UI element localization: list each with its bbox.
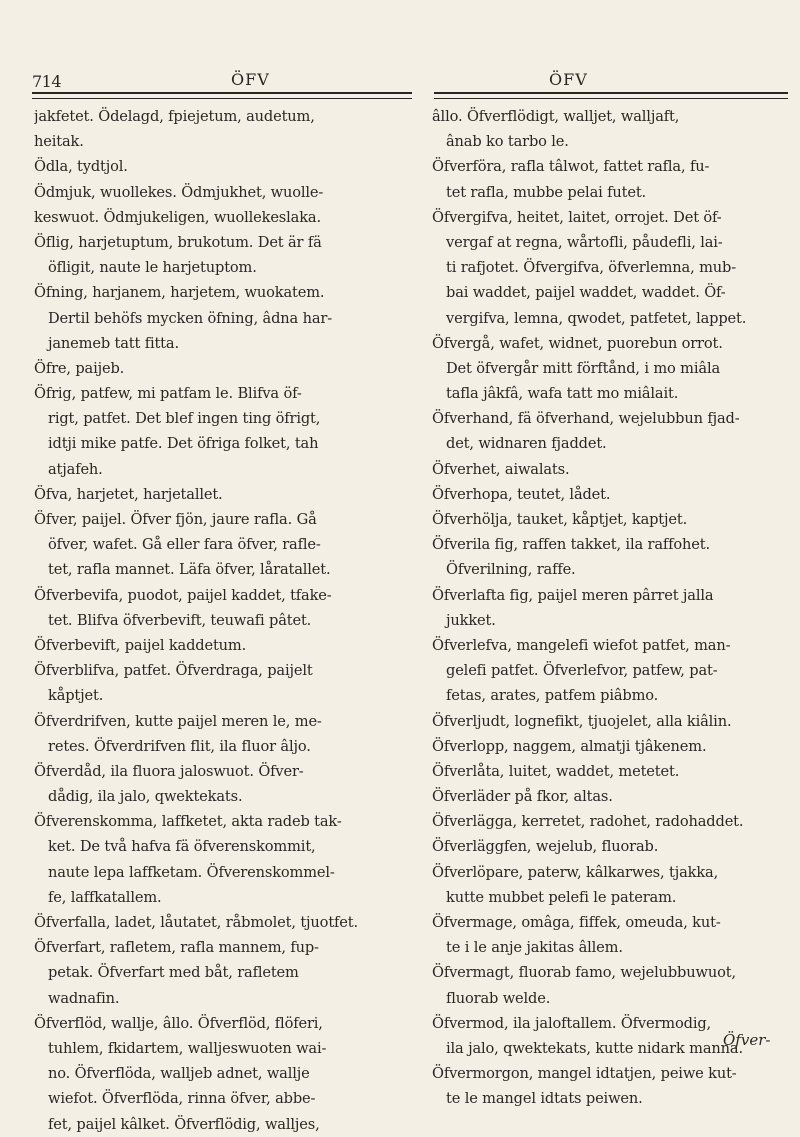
entry-line: Öfver, paijel. Öfver fjön, jaure rafla. Gå: [34, 511, 317, 528]
entry-line: Öfvermorgon, mangel idtatjen, peiwe kut-: [432, 1065, 737, 1083]
entry-line: kutte mubbet pelefi le pateram.: [446, 888, 677, 906]
entry-line: fluorab welde.: [446, 989, 551, 1007]
entry-line: Dertil behöfs mycken öfning, âdna har-: [48, 309, 332, 327]
entry-line: Öfverbevift, paijel kaddetum.: [34, 636, 247, 654]
left-column: [34, 104, 402, 1137]
entry-line: Ödla, tydtjol.: [34, 158, 128, 176]
entry-line: Öfverfart, rafletem, rafla mannem, fup-: [34, 939, 319, 957]
entry-line: Öfverhölja, tauket, kåptjet, kaptjet.: [432, 511, 688, 528]
entry-line: det, widnaren fjaddet.: [446, 435, 607, 453]
entry-line: Öfverljudt, lognefikt, tjuojelet, alla kiâlin.: [432, 712, 732, 730]
entry-line: keswuot. Ödmjukeligen, wuollekeslaka.: [34, 208, 321, 226]
entry-line: ânab ko tarbo le.: [446, 133, 569, 151]
entry-line: wadnafin.: [48, 989, 120, 1007]
entry-line: fe, laffkatallem.: [48, 888, 162, 906]
entry-line: Öfrig, patfew, mi patfam le. Blifva öf-: [34, 385, 302, 403]
entry-line: Ödmjuk, wuollekes. Ödmjukhet, wuolle-: [34, 183, 324, 201]
entry-line: Öfverlägga, kerretet, radohet, radohaddet.: [432, 813, 744, 831]
entry-line: Öfverföra, rafla tâlwot, fattet rafla, fu-: [432, 158, 710, 176]
entry-line: no. Öfverflöda, walljeb adnet, wallje: [48, 1065, 310, 1083]
entry-line: Öfverhopa, teutet, lådet.: [432, 485, 611, 503]
entry-line: janemeb tatt fitta.: [48, 334, 179, 352]
entry-line: tet. Blifva öfverbevift, teuwafi pâtet.: [48, 611, 312, 629]
entry-line: vergaf at regna, wårtofli, påudefli, lai-: [446, 233, 723, 251]
entry-line: ket. De två hafva fä öfverenskommit,: [48, 838, 316, 856]
entry-line: Öfverlöpare, paterw, kâlkarwes, tjakka,: [432, 863, 719, 881]
entry-line: Öfverila fig, raffen takket, ila raffohet.: [432, 536, 710, 554]
entry-line: tuhlem, fkidartem, walljeswuoten wai-: [48, 1039, 327, 1057]
running-headword-left: ÖFV: [231, 70, 270, 89]
entry-line: ila jalo, qwektekats, kutte nidark manna.: [446, 1039, 743, 1057]
entry-line: Öfverlåta, luitet, waddet, metetet.: [432, 762, 680, 780]
entry-line: wiefot. Öfverflöda, rinna öfver, abbe-: [48, 1090, 316, 1108]
entry-line: Öfvermage, omâga, fiffek, omeuda, kut-: [432, 914, 721, 931]
page-number: 714: [32, 72, 62, 91]
entry-line: tafla jâkfâ, wafa tatt mo miâlait.: [446, 385, 679, 403]
header-rule-left: [32, 92, 412, 99]
entry-line: Öfverlefva, mangelefi wiefot patfet, man-: [432, 636, 731, 654]
entry-line: Öfverläggfen, wejelub, fluorab.: [432, 838, 659, 856]
entry-line: jukket.: [446, 611, 496, 629]
entry-line: kåptjet.: [48, 687, 104, 705]
entry-line: Öfvergå, wafet, widnet, puorebun orrot.: [432, 334, 723, 352]
header-rule-right: [434, 92, 788, 99]
entry-line: vergifva, lemna, qwodet, patfetet, lappet.: [446, 309, 747, 327]
entry-line: naute lepa laffketam. Öfverenskommel-: [48, 863, 335, 881]
entry-line: heitak.: [34, 133, 84, 151]
entry-line: Öfvermagt, fluorab famo, wejelubbuwuot,: [432, 964, 736, 982]
entry-line: retes. Öfverdrifven flit, ila fluor âljo.: [48, 737, 311, 755]
entry-line: Öfverhet, aiwalats.: [432, 460, 570, 478]
entry-line: bai waddet, paijel waddet, waddet. Öf-: [446, 284, 726, 302]
entry-line: te le mangel idtats peiwen.: [446, 1090, 643, 1108]
entry-line: idtji mike patfe. Det öfriga folket, tah: [48, 435, 319, 453]
entry-line: atjafeh.: [48, 460, 103, 478]
entry-line: fet, paijel kâlket. Öfverflödig, walljes,: [48, 1115, 320, 1133]
entry-line: te i le anje jakitas âllem.: [446, 939, 623, 957]
right-column: [432, 104, 794, 1112]
running-header: [0, 68, 800, 96]
entry-line: Öfverlafta fig, paijel meren pârret jalla: [432, 586, 714, 604]
entry-line: petak. Öfverfart med båt, rafletem: [48, 964, 299, 982]
entry-line: ti rafjotet. Öfvergifva, öfverlemna, mub-: [446, 259, 736, 277]
entry-line: Öfverfalla, ladet, låutatet, råbmolet, tjuotfet.: [34, 914, 358, 931]
entry-line: Öfverilning, raffe.: [446, 561, 576, 579]
entry-line: Det öfvergår mitt förftånd, i mo miâla: [446, 359, 721, 377]
entry-line: tet rafla, mubbe pelai futet.: [446, 183, 647, 201]
entry-line: rigt, patfet. Det blef ingen ting öfrigt,: [48, 410, 321, 428]
entry-line: Öfverdåd, ila fluora jaloswuot. Öfver-: [34, 762, 304, 780]
entry-line: Öfverlopp, naggem, almatji tjâkenem.: [432, 737, 707, 755]
entry-line: Öfvergifva, heitet, laitet, orrojet. Det öf-: [432, 208, 722, 226]
entry-line: Öfva, harjetet, harjetallet.: [34, 485, 223, 503]
entry-line: öfligit, naute le harjetuptom.: [48, 259, 257, 277]
catchword: Öfver-: [723, 1031, 771, 1049]
entry-line: Öfverflöd, wallje, âllo. Öfverflöd, flöferi,: [34, 1014, 323, 1032]
entry-line: Öfverbevifa, puodot, paijel kaddet, tfake-: [34, 586, 332, 604]
entry-line: Öfning, harjanem, harjetem, wuokatem.: [34, 284, 325, 302]
entry-line: Öfverläder på fkor, altas.: [432, 788, 613, 806]
entry-line: fetas, arates, patfem piâbmo.: [446, 687, 659, 705]
running-headword-right: ÖFV: [549, 70, 588, 89]
entry-line: öfver, wafet. Gå eller fara öfver, rafle-: [48, 536, 321, 554]
entry-line: Öfverdrifven, kutte paijel meren le, me-: [34, 712, 322, 730]
entry-line: âllo. Öfverflödigt, walljet, walljaft,: [432, 108, 680, 125]
entry-line: Öfre, paijeb.: [34, 359, 125, 377]
entry-line: Öfverenskomma, laffketet, akta radeb tak-: [34, 813, 342, 831]
entry-line: Öfverhand, fä öfverhand, wejelubbun fjad-: [432, 410, 740, 428]
entry-line: gelefi patfet. Öfverlefvor, patfew, pat-: [446, 662, 718, 680]
entry-line: Öfverblifva, patfet. Öfverdraga, paijelt: [34, 662, 313, 680]
entry-line: Öfvermod, ila jaloftallem. Öfvermodig,: [432, 1014, 712, 1032]
entry-line: tet, rafla mannet. Läfa öfver, låratallet.: [48, 561, 331, 579]
entry-line: Öflig, harjetuptum, brukotum. Det är fä: [34, 233, 322, 251]
entry-line: dådig, ila jalo, qwektekats.: [48, 788, 243, 806]
entry-line: jakfetet. Ödelagd, fpiejetum, audetum,: [34, 108, 315, 125]
